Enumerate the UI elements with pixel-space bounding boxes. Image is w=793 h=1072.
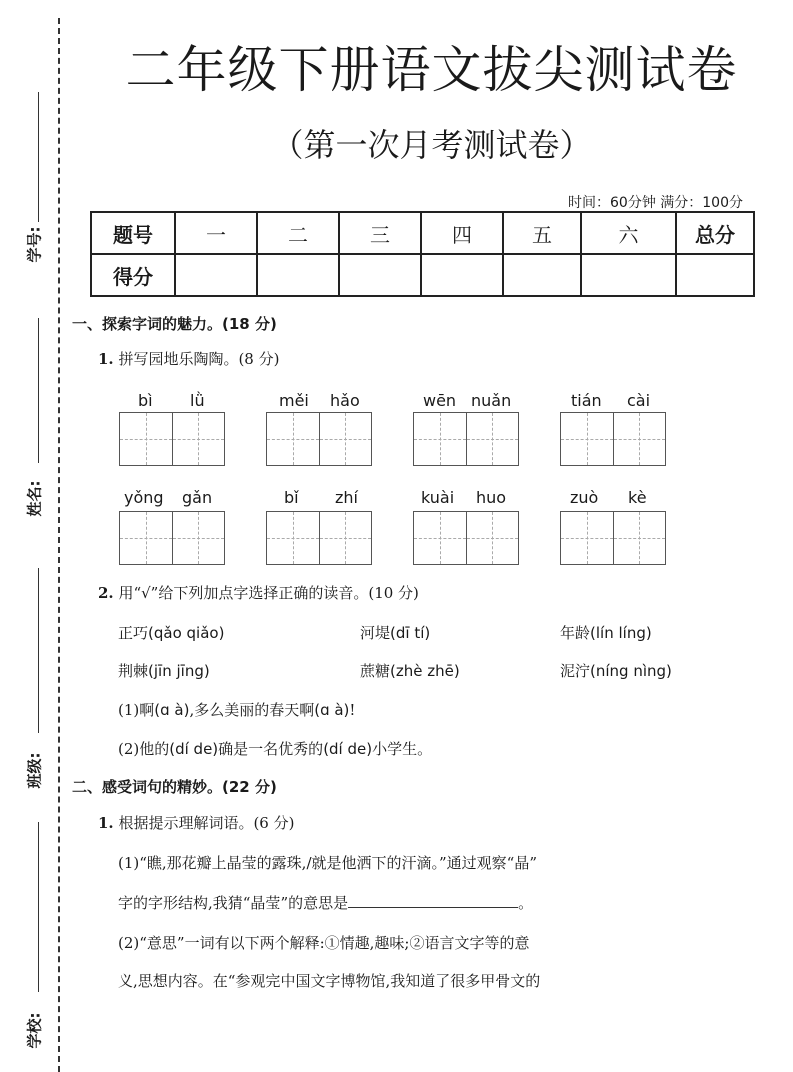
score-cell[interactable] — [257, 254, 339, 296]
writing-grid[interactable] — [413, 412, 519, 466]
time-info: 时间：60分钟 满分：100分 — [568, 195, 743, 211]
reading-item[interactable]: 年龄(lín líng) — [560, 624, 652, 642]
student-no-label: 学号: — [25, 226, 44, 262]
sentence-item[interactable]: (2)他的(dí de)确是一名优秀的(dí de)小学生。 — [118, 740, 433, 758]
score-cell[interactable] — [421, 254, 503, 296]
text-line: (2)“意思”一词有以下两个解释:①情趣,趣味;②语言文字等的意 — [118, 934, 530, 952]
reading-item[interactable]: 河堤(dī tí) — [360, 624, 431, 642]
text-line: (1)“瞧,那花瓣上晶莹的露珠,/就是他洒下的汗滴。”通过观察“晶” — [118, 854, 538, 872]
table-row — [91, 254, 754, 296]
writing-grid[interactable] — [560, 412, 666, 466]
writing-grid[interactable] — [266, 511, 372, 565]
section-2-heading: 二、感受词句的精妙。(22 分) — [72, 778, 277, 796]
writing-grid[interactable] — [119, 511, 225, 565]
table-cell: 题号 — [91, 212, 175, 254]
section-1-heading: 一、探索字词的魅力。(18 分) — [72, 315, 277, 333]
table-cell: 一 — [175, 212, 257, 254]
pinyin: huo — [476, 488, 507, 507]
question-1-2: 2. 用“√”给下列加点字选择正确的读音。(10 分) — [98, 584, 419, 602]
writing-grid[interactable] — [119, 412, 225, 466]
score-cell[interactable] — [676, 254, 754, 296]
student-no-field[interactable] — [38, 92, 39, 222]
table-cell: 总分 — [676, 212, 754, 254]
page-title: 二年级下册语文拔尖测试卷 — [125, 41, 738, 99]
table-row — [91, 212, 754, 254]
school-label: 学校: — [25, 1012, 44, 1048]
score-cell[interactable] — [503, 254, 581, 296]
question-2-1: 1. 根据提示理解词语。(6 分) — [98, 814, 295, 832]
score-table — [90, 211, 755, 297]
table-cell: 六 — [581, 212, 676, 254]
binding-dashed-line — [58, 18, 60, 1072]
text-line: 义,思想内容。在“参观完中国文字博物馆,我知道了很多甲骨文的 — [118, 972, 541, 990]
score-cell[interactable] — [581, 254, 676, 296]
class-field[interactable] — [38, 568, 39, 733]
pinyin: zuò — [570, 488, 599, 507]
writing-grid[interactable] — [560, 511, 666, 565]
pinyin: wēn — [423, 391, 457, 410]
pinyin: kè — [628, 488, 647, 507]
table-cell: 得分 — [91, 254, 175, 296]
school-field[interactable] — [38, 822, 39, 992]
writing-grid[interactable] — [413, 511, 519, 565]
pinyin: hǎo — [330, 391, 360, 410]
class-label: 班级: — [25, 752, 44, 788]
score-cell[interactable] — [339, 254, 421, 296]
reading-item[interactable]: 荆棘(jīn jīng) — [118, 662, 210, 680]
reading-item[interactable]: 正巧(qǎo qiǎo) — [118, 624, 225, 642]
page-subtitle: （第一次月考测试卷） — [271, 126, 592, 164]
pinyin: zhí — [335, 488, 358, 507]
name-label: 姓名: — [25, 480, 44, 516]
pinyin: cài — [627, 391, 651, 410]
pinyin: yǒng — [124, 488, 164, 507]
reading-item[interactable]: 泥泞(níng nìng) — [560, 662, 672, 680]
pinyin: gǎn — [182, 488, 213, 507]
pinyin: tián — [571, 391, 602, 410]
pinyin: kuài — [421, 488, 455, 507]
table-cell: 五 — [503, 212, 581, 254]
name-field[interactable] — [38, 318, 39, 463]
question-1-1: 1. 拼写园地乐陶陶。(8 分) — [98, 350, 280, 368]
table-cell: 三 — [339, 212, 421, 254]
writing-grid[interactable] — [266, 412, 372, 466]
table-cell: 二 — [257, 212, 339, 254]
score-cell[interactable] — [175, 254, 257, 296]
pinyin: měi — [279, 391, 309, 410]
table-cell: 四 — [421, 212, 503, 254]
sentence-item[interactable]: (1)啊(ɑ à),多么美丽的春天啊(ɑ à)! — [118, 701, 356, 719]
pinyin: bì — [138, 391, 153, 410]
pinyin: bǐ — [284, 488, 299, 507]
pinyin: nuǎn — [471, 391, 512, 410]
pinyin: lǜ — [190, 391, 205, 410]
reading-item[interactable]: 蔗糖(zhè zhē) — [360, 662, 460, 680]
text-line: 字的字形结构,我猜“晶莹”的意思是 。 — [118, 894, 534, 912]
answer-blank[interactable] — [348, 895, 518, 908]
